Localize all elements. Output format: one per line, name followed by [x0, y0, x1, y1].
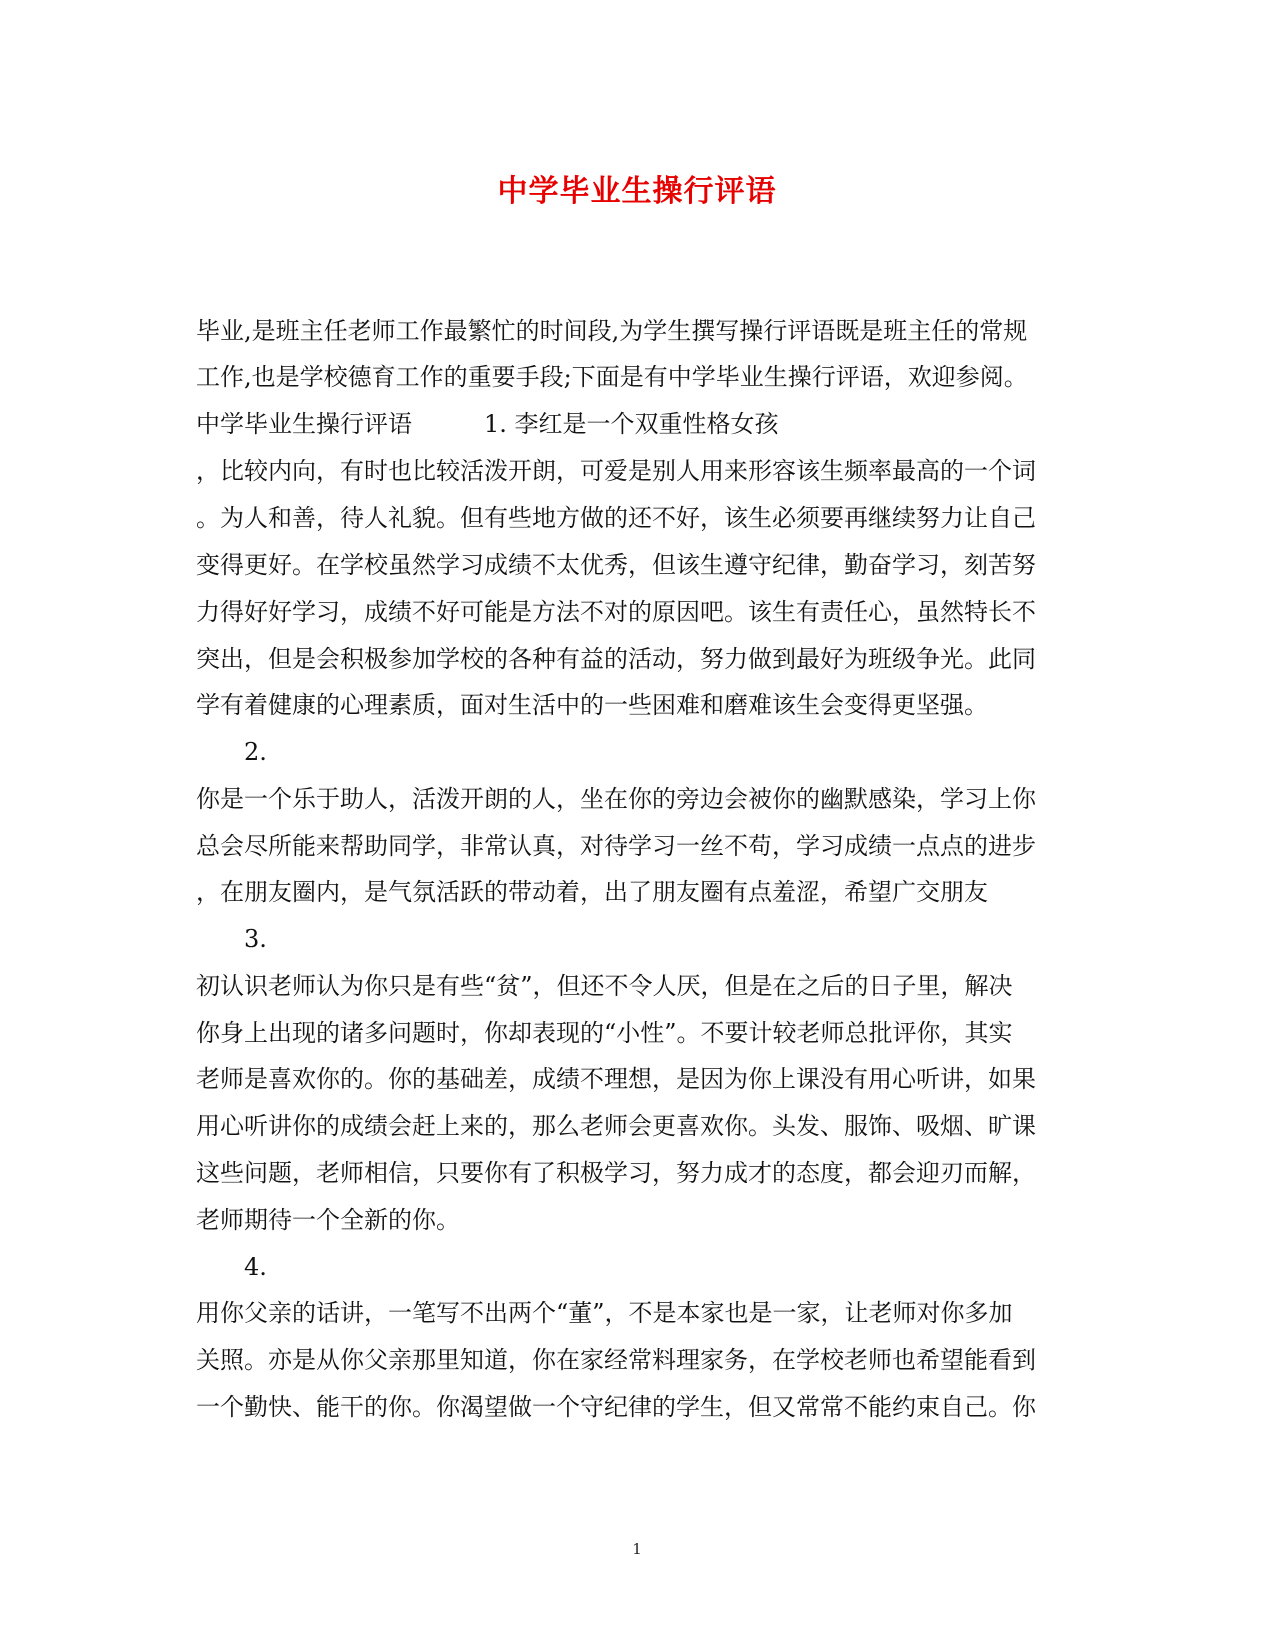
text-line: 总会尽所能来帮助同学，非常认真，对待学习一丝不苟，学习成绩一点点的进步: [196, 832, 1036, 860]
text-line: 用心听讲你的成绩会赶上来的，那么老师会更喜欢你。头发、服饰、吸烟、旷课: [196, 1112, 1036, 1140]
text-line: 。为人和善，待人礼貌。但有些地方做的还不好，该生必须要再继续努力让自己: [196, 504, 1036, 532]
text-line: 学有着健康的心理素质，面对生活中的一些困难和磨难该生会变得更坚强。: [196, 691, 988, 719]
text-line: 老师期待一个全新的你。: [196, 1206, 460, 1234]
text-line: 老师是喜欢你的。你的基础差，成绩不理想，是因为你上课没有用心听讲，如果: [196, 1065, 1036, 1093]
text-line: 初认识老师认为你只是有些“贫”，但还不令人厌，但是在之后的日子里，解决: [196, 972, 1013, 1000]
text-line: ，在朋友圈内，是气氛活跃的带动着，出了朋友圈有点羞涩，希望广交朋友: [196, 878, 988, 906]
page-number: 1: [632, 1540, 642, 1558]
item-number: 3.: [244, 925, 267, 953]
text-line: 你是一个乐于助人，活泼开朗的人，坐在你的旁边会被你的幽默感染，学习上你: [196, 785, 1036, 813]
text-line: 这些问题，老师相信，只要你有了积极学习，努力成才的态度，都会迎刃而解，: [196, 1159, 1036, 1187]
item-number: 2.: [244, 738, 267, 766]
text-line: 你身上出现的诸多问题时，你却表现的“小性”。不要计较老师总批评你，其实: [196, 1019, 1013, 1047]
text-line: 中学毕业生操行评语 1. 李红是一个双重性格女孩: [196, 410, 779, 438]
text-line: 用你父亲的话讲，一笔写不出两个“董”，不是本家也是一家，让老师对你多加: [196, 1299, 1013, 1327]
text-line: 毕业,是班主任老师工作最繁忙的时间段,为学生撰写操行评语既是班主任的常规: [196, 317, 1028, 345]
text-line: ，比较内向，有时也比较活泼开朗，可爱是别人用来形容该生频率最高的一个词: [196, 457, 1036, 485]
text-line: 力得好好学习，成绩不好可能是方法不对的原因吧。该生有责任心，虽然特长不: [196, 598, 1036, 626]
text-line: 工作,也是学校德育工作的重要手段;下面是有中学毕业生操行评语，欢迎参阅。: [196, 363, 1028, 391]
text-line: 突出，但是会积极参加学校的各种有益的活动，努力做到最好为班级争光。此同: [196, 645, 1036, 673]
text-line: 变得更好。在学校虽然学习成绩不太优秀，但该生遵守纪律，勤奋学习，刻苦努: [196, 551, 1036, 579]
text-line: 关照。亦是从你父亲那里知道，你在家经常料理家务，在学校老师也希望能看到: [196, 1346, 1036, 1374]
item-number: 4.: [244, 1253, 267, 1281]
text-line: 一个勤快、能干的你。你渴望做一个守纪律的学生，但又常常不能约束自己。你: [196, 1393, 1036, 1421]
page-title: 中学毕业生操行评语: [497, 174, 777, 209]
